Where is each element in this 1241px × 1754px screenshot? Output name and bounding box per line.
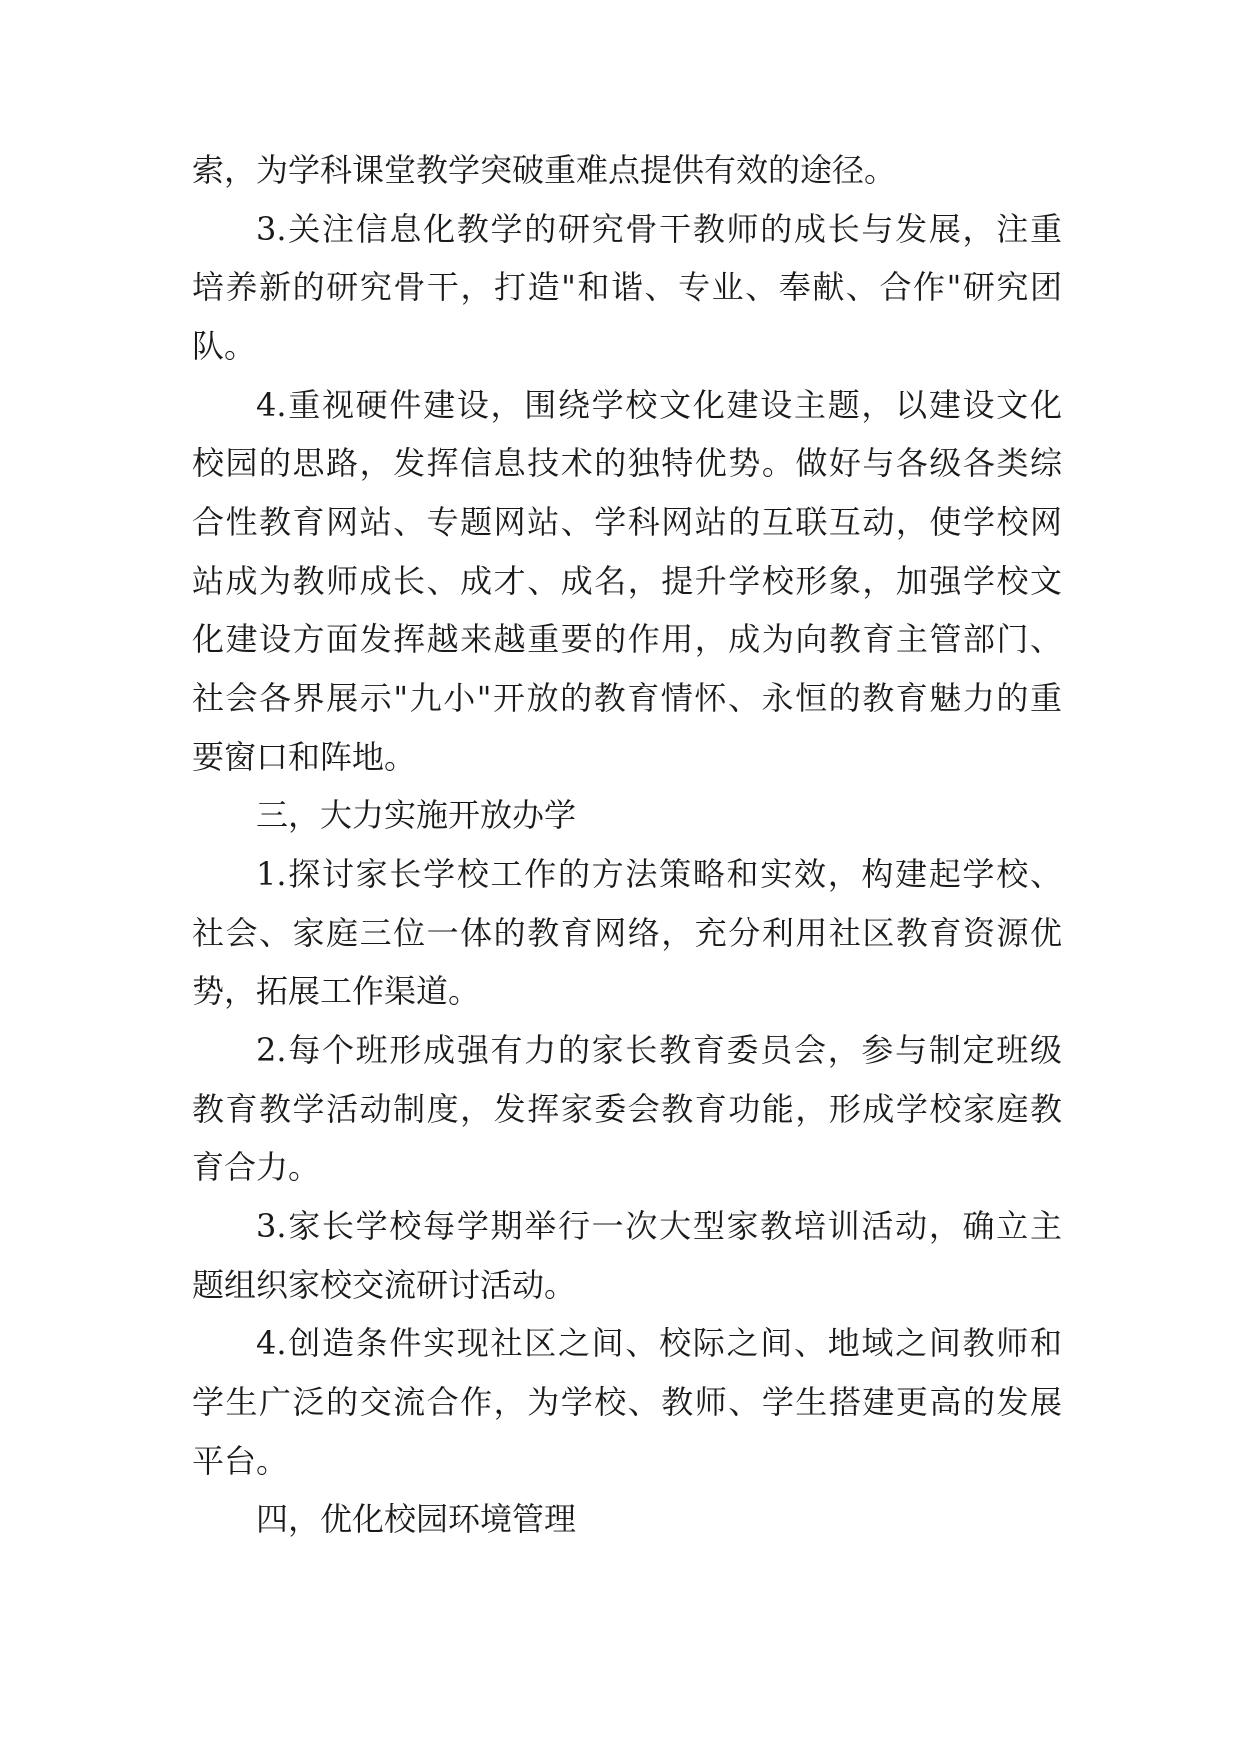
text-line: 2.每个班形成强有力的家长教育委员会，参与制定班级: [256, 1031, 1062, 1069]
text-line: 化建设方面发挥越来越重要的作用，成为向教育主管部门、: [192, 620, 1062, 658]
text-line: 社会各界展示"九小"开放的教育情怀、永恒的教育魅力的重: [192, 679, 1062, 717]
text-line: 索，为学科课堂教学突破重难点提供有效的途径。: [192, 151, 897, 189]
text-line: 队。: [192, 327, 257, 365]
text-line: 势，拓展工作渠道。: [192, 972, 481, 1010]
section-heading: 四，优化校园环境管理: [256, 1500, 577, 1538]
text-line: 培养新的研究骨干，打造"和谐、专业、奉献、合作"研究团: [192, 268, 1062, 306]
text-line: 校园的思路，发挥信息技术的独特优势。做好与各级各类综: [192, 444, 1062, 482]
text-line: 要窗口和阵地。: [192, 738, 417, 776]
text-line: 站成为教师成长、成才、成名，提升学校形象，加强学校文: [192, 562, 1062, 600]
text-line: 社会、家庭三位一体的教育网络，充分利用社区教育资源优: [192, 914, 1062, 952]
text-line: 3.家长学校每学期举行一次大型家教培训活动，确立主: [256, 1207, 1062, 1245]
text-line: 育合力。: [192, 1148, 321, 1186]
text-line: 学生广泛的交流合作，为学校、教师、学生搭建更高的发展: [192, 1383, 1062, 1421]
text-line: 合性教育网站、专题网站、学科网站的互联互动，使学校网: [192, 503, 1062, 541]
section-heading: 三，大力实施开放办学: [256, 796, 577, 834]
text-line: 4.重视硬件建设，围绕学校文化建设主题，以建设文化: [256, 386, 1062, 424]
text-line: 3.关注信息化教学的研究骨干教师的成长与发展，注重: [256, 210, 1062, 248]
text-line: 4.创造条件实现社区之间、校际之间、地域之间教师和: [256, 1324, 1062, 1362]
text-line: 教育教学活动制度，发挥家委会教育功能，形成学校家庭教: [192, 1090, 1062, 1128]
text-line: 1.探讨家长学校工作的方法策略和实效，构建起学校、: [256, 855, 1062, 893]
text-line: 平台。: [192, 1442, 289, 1480]
text-line: 题组织家校交流研讨活动。: [192, 1266, 577, 1304]
